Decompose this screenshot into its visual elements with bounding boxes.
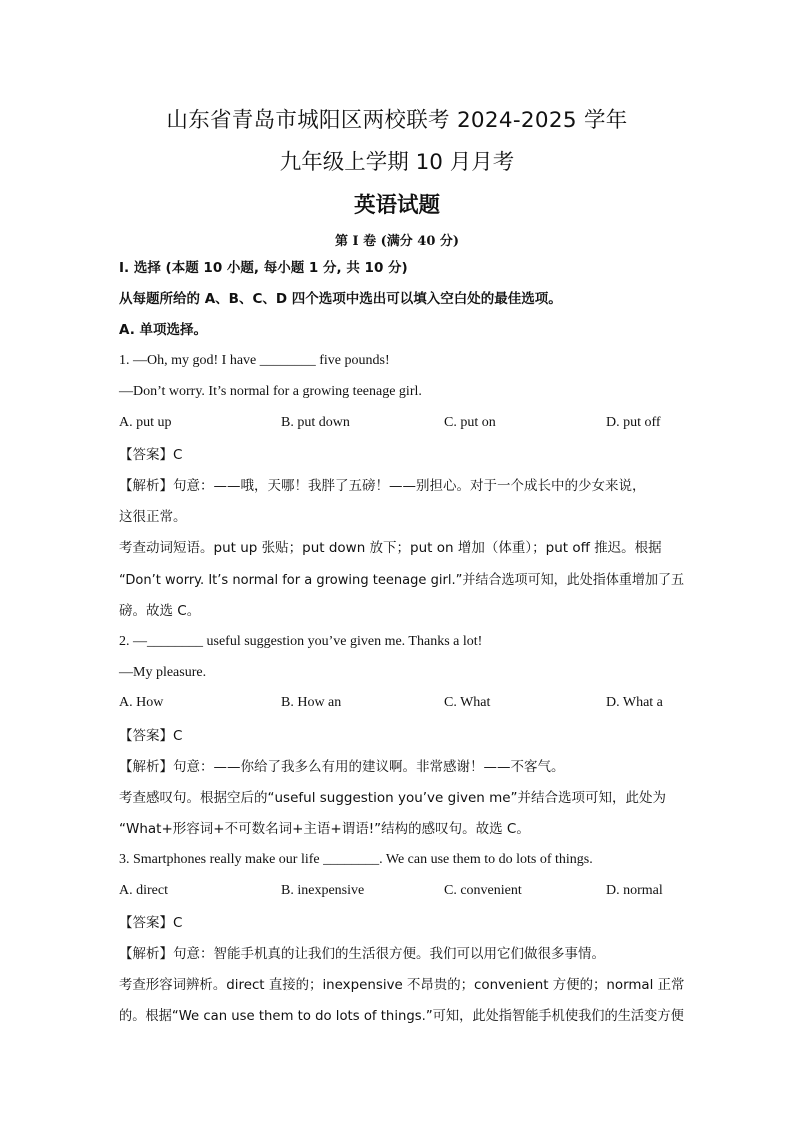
q2-option-d: D. What a (606, 695, 663, 710)
q3-analysis-line2: 考查形容词辨析。direct 直接的；inexpensive 不昂贵的；convenient 方便的；normal 正常 (119, 977, 685, 993)
q2-stem-line2: —My pleasure. (119, 665, 207, 680)
q1-analysis-line5: 磅。故选 C。 (119, 603, 201, 619)
q2-analysis-line3: “What+形容词+不可数名词+主语+谓语!”结构的感叹句。故选 C。 (119, 821, 530, 837)
section-heading: Ⅰ. 选择 (本题 10 小题, 每小题 1 分, 共 10 分) (119, 260, 408, 276)
sub-heading: A. 单项选择。 (119, 322, 208, 338)
q2-option-b: B. How an (281, 695, 342, 710)
q1-stem-line2: —Don’t worry. It’s normal for a growing teenage girl. (119, 384, 422, 399)
q1-stem-line1: 1. —Oh, my god! I have ________ five pounds! (119, 353, 390, 368)
q3-answer: 【答案】C (119, 915, 183, 931)
q3-option-a: A. direct (119, 883, 168, 898)
q3-option-c: C. convenient (444, 883, 522, 898)
q2-answer: 【答案】C (119, 728, 183, 744)
q3-option-b: B. inexpensive (281, 883, 365, 898)
q1-analysis-line2: 这很正常。 (119, 509, 187, 525)
q1-option-b: B. put down (281, 415, 350, 430)
q2-analysis-line1: 【解析】句意：——你给了我多么有用的建议啊。非常感谢！——不客气。 (119, 759, 565, 775)
exam-title-line1: 山东省青岛市城阳区两校联考 2024-2025 学年 (166, 108, 628, 133)
q1-option-d: D. put off (606, 415, 661, 430)
q3-analysis-line3: 的。根据“We can use them to do lots of things.”可知，此处指智能手机使我们的生活变方便 (119, 1008, 684, 1024)
q1-option-a: A. put up (119, 415, 172, 430)
q1-analysis-line1: 【解析】句意：——哦，天哪！我胖了五磅！——别担心。对于一个成长中的少女来说， (119, 478, 646, 494)
q1-answer: 【答案】C (119, 447, 183, 463)
q2-analysis-line2: 考查感叹句。根据空后的“useful suggestion you’ve given me”并结合选项可知，此处为 (119, 790, 667, 806)
q1-analysis-line4: “Don’t worry. It’s normal for a growing teenage girl.”并结合选项可知，此处指体重增加了五 (119, 572, 685, 588)
q1-option-c: C. put on (444, 415, 496, 430)
q2-option-c: C. What (444, 695, 491, 710)
q2-stem-line1: 2. —________ useful suggestion you’ve given me. Thanks a lot! (119, 634, 483, 649)
section-instruction: 从每题所给的 A、B、C、D 四个选项中选出可以填入空白处的最佳选项。 (119, 291, 562, 307)
q2-option-a: A. How (119, 695, 164, 710)
q3-analysis-line1: 【解析】句意：智能手机真的让我们的生活很方便。我们可以用它们做很多事情。 (119, 946, 605, 962)
part-title: 第 I 卷 (满分 40 分) (334, 234, 460, 249)
exam-subject-title: 英语试题 (353, 193, 440, 218)
q3-option-d: D. normal (606, 883, 663, 898)
q3-stem-line1: 3. Smartphones really make our life ________. We can use them to do lots of things. (119, 852, 593, 867)
q1-analysis-line3: 考查动词短语。put up 张贴；put down 放下；put on 增加（体重）；put off 推迟。根据 (119, 540, 662, 556)
exam-title-line2: 九年级上学期 10 月月考 (279, 150, 515, 175)
